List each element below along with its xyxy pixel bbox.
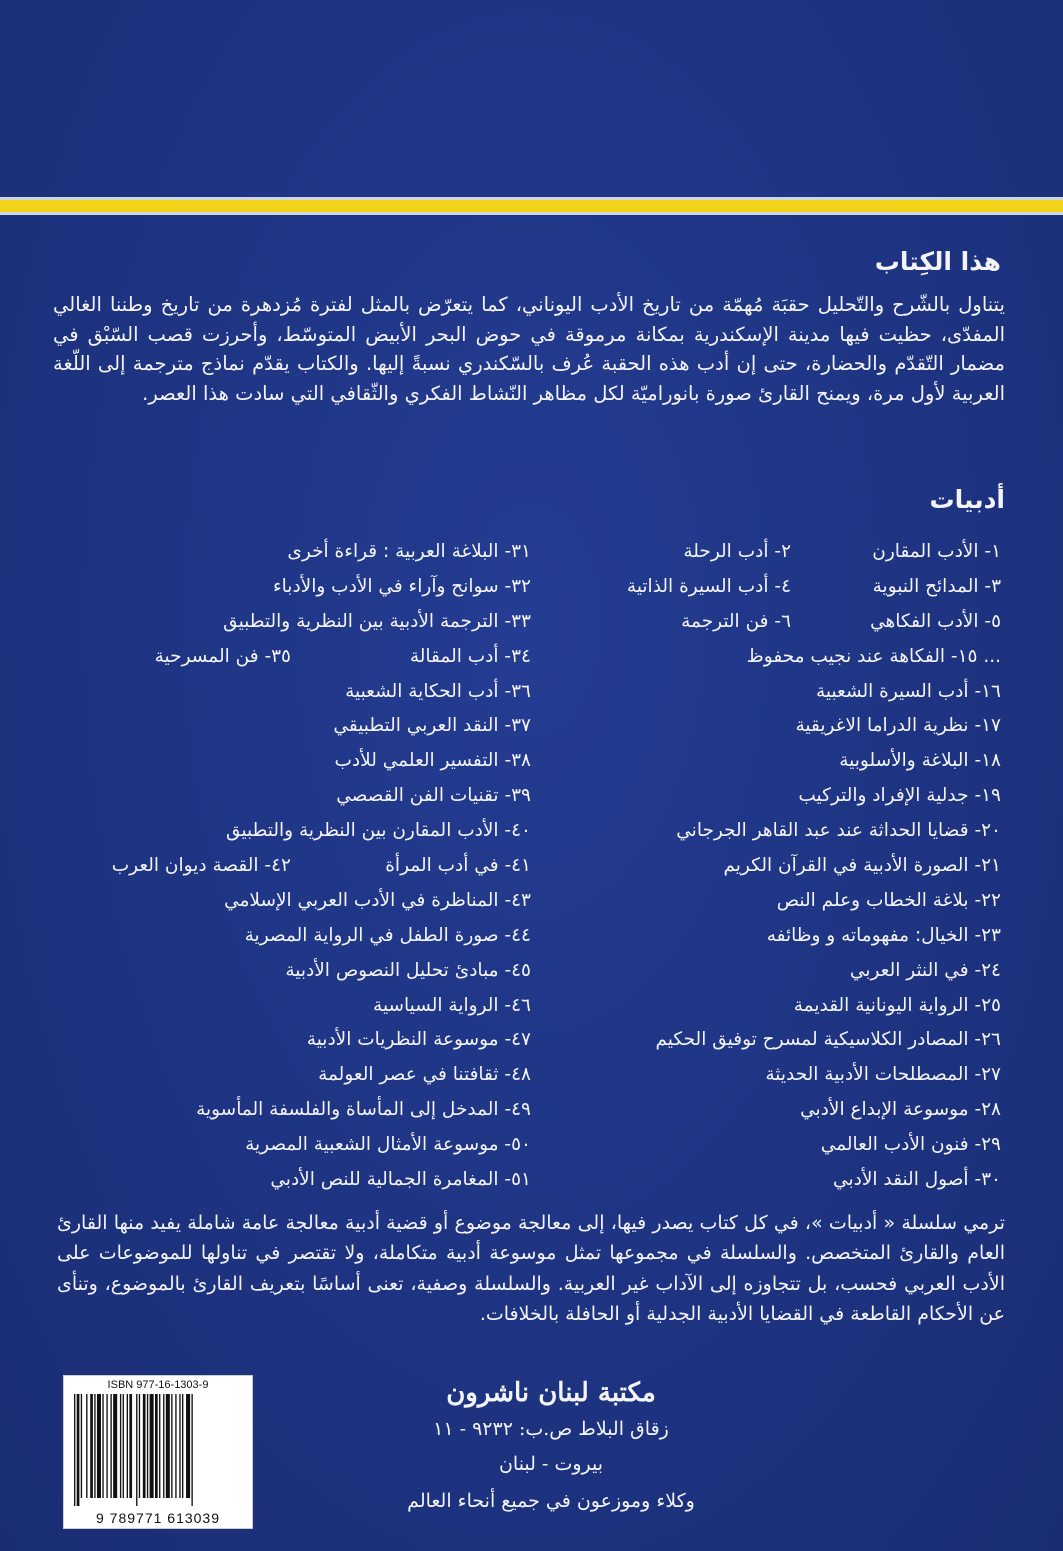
isbn-label: ISBN 977-16-1303-9	[107, 1379, 209, 1391]
series-title-text: ٢٤- في النثر العربي	[849, 959, 1001, 981]
series-logo: أدبيات	[929, 485, 1005, 514]
series-title	[561, 989, 1001, 1024]
series-title	[71, 605, 531, 640]
series-title-text: ١٦- أدب السيرة الشعبية	[815, 680, 1001, 702]
series-title	[71, 989, 531, 1024]
barcode	[63, 1375, 253, 1529]
series-title-text: ٤٥- مبادئ تحليل النصوص الأدبية	[285, 959, 531, 981]
series-title-text: ٢٦- المصادر الكلاسيكية لمسرح توفيق الحكيم	[655, 1029, 1001, 1051]
barcode-bar	[150, 1394, 154, 1498]
barcode-bar	[159, 1394, 160, 1498]
series-title-text: ٣٩- تقنيات الفن القصصي	[336, 785, 531, 807]
series-title-text: ٢٨- موسوعة الإبداع الأدبي	[800, 1099, 1001, 1121]
barcode-bar	[186, 1394, 190, 1498]
barcode-bar	[179, 1394, 180, 1498]
divider-line-bottom	[0, 212, 1063, 215]
series-title-text: ٢٥- الرواية اليونانية القديمة	[793, 994, 1001, 1016]
barcode-number: 9 789771 613039	[96, 1510, 220, 1526]
series-title-paired: ٤- أدب السيرة الذاتية	[626, 575, 791, 597]
series-list-left	[71, 535, 531, 1198]
series-title-paired: ٦- فن الترجمة	[681, 610, 791, 632]
series-title	[71, 849, 531, 884]
barcode-bar	[77, 1394, 80, 1506]
series-title	[561, 1023, 1001, 1058]
series-title-text: ١- الأدب المقارن	[872, 541, 1001, 562]
barcode-bar	[129, 1394, 132, 1498]
series-title-text: ٣٨- التفسير العلمي للأدب	[334, 750, 531, 772]
series-title	[71, 814, 531, 849]
about-title: هذا الكِتاب	[874, 247, 1001, 276]
barcode-bar	[182, 1394, 183, 1498]
series-title	[561, 605, 1001, 640]
barcode-bar	[86, 1394, 87, 1498]
series-title	[561, 675, 1001, 710]
series-title-text: ... ١٥- الفكاهة عند نجيب محفوظ	[746, 645, 1001, 667]
series-title	[71, 919, 531, 954]
series-title	[71, 709, 531, 744]
barcode-bar	[166, 1394, 170, 1498]
series-title-text: ٢٠- قضايا الحداثة عند عبد القاهر الجرجاني	[676, 820, 1001, 842]
yellow-stripe	[0, 200, 1063, 212]
series-title-text: ٤٣- المناظرة في الأدب العربي الإسلامي	[224, 889, 531, 911]
barcode-bar	[123, 1394, 124, 1498]
series-title	[561, 535, 1001, 570]
series-title	[561, 570, 1001, 605]
series-title-text: ٢٩- فنون الأدب العالمي	[820, 1134, 1001, 1156]
series-title	[561, 954, 1001, 989]
series-title	[561, 779, 1001, 814]
series-title	[71, 1128, 531, 1163]
series-title	[561, 884, 1001, 919]
series-title-text: ١٩- جدلية الإفراد والتركيب	[798, 785, 1001, 807]
series-title	[71, 1023, 531, 1058]
series-title-text: ٥- الأدب الفكاهي	[870, 610, 1001, 632]
series-title-paired: ٣٥- فن المسرحية	[154, 645, 291, 667]
series-title	[71, 1093, 531, 1128]
series-title	[71, 1163, 531, 1198]
series-title	[561, 919, 1001, 954]
barcode-bar	[74, 1394, 75, 1506]
barcode-bar	[139, 1394, 140, 1498]
series-title	[71, 570, 531, 605]
barcode-bar	[136, 1394, 137, 1506]
series-description: ترمي سلسلة « أدبيات »، في كل كتاب يصدر فيها، إلى معالجة موضوع أو قضية أدبية معالجة عامة شاملة يفيد منها القارئ العام والقارئ المتخصص. والسلسلة في مجموعها تمثل موسوعة أدبية متكاملة، ولا تقتصر في تناولها للموضوعات على الأدب العربي فحسب، بل تتجاوزه إلى الآداب غير العربية. والسلسلة وصفية، تعنى أساسًا بتعريف القارئ بالموضوع، وتنأى عن الأحكام القاطعة في القضايا الأدبية الجدلية أو الحافلة بالخلافات.	[57, 1212, 1005, 1326]
series-title	[561, 709, 1001, 744]
series-title-text: ٢٢- بلاغة الخطاب وعلم النص	[776, 889, 1001, 911]
publisher-distributors: وكلاء وموزعون في جميع أنحاء العالم	[407, 1490, 695, 1512]
series-title	[561, 640, 1001, 675]
series-title-text: ٣- المدائح النبوية	[872, 575, 1001, 597]
barcode-bar	[81, 1394, 82, 1498]
series-title	[71, 884, 531, 919]
series-title-text: ٤١- في أدب المرأة	[385, 855, 531, 877]
series-title-text: ٣١- البلاغة العربية : قراءة أخرى	[287, 541, 531, 562]
series-title	[561, 849, 1001, 884]
series-title-text: ٢٧- المصطلحات الأدبية الحديثة	[765, 1064, 1001, 1086]
series-title	[71, 675, 531, 710]
series-title-text: ٢٣- الخيال: مفهوماته و وظائفه	[766, 924, 1001, 946]
series-title	[561, 1163, 1001, 1198]
barcode-bar	[175, 1394, 176, 1498]
series-title	[71, 640, 531, 675]
series-title-text: ٢١- الصورة الأدبية في القرآن الكريم	[723, 855, 1001, 877]
series-title-text: ٥٠- موسوعة الأمثال الشعبية المصرية	[245, 1134, 531, 1156]
series-title	[71, 779, 531, 814]
barcode-bar	[113, 1394, 117, 1498]
series-title-text: ٣٢- سوانح وآراء في الأدب والأدباء	[272, 575, 531, 597]
about-body: يتناول بالشّرح والتّحليل حقبَة مُهمّة من تاريخ الأدب اليوناني، كما يتعرّض بالمثل لفترة مُزدهرة من تاريخ وطننا الغالي المفدّى، حظيت فيها مدينة الإسكندرية بمكانة مرموقة في حوض البحر الأبيض المتوسّط، وأحرزت قصب السّبْق في مضمار التّقدّم والحضارة، حتى إن أدب هذه الحقبة عُرف بالسّكندري نسبةً إليها. والكتاب يقدّم نماذج مترجمة إلى اللّغة العربية لأول مرة، ويمنح القارئ صورة بانوراميّة لكل مظاهر النّشاط الفكري والثّقافي التي سادت هذا العصر.	[53, 293, 1005, 405]
series-title-text: ١٧- نظرية الدراما الاغريقية	[795, 715, 1001, 737]
barcode-bar	[147, 1394, 148, 1498]
series-title-text: ٤٩- المدخل إلى المأساة والفلسفة المأسوية	[196, 1099, 531, 1121]
series-title-text: ٣٧- النقد العربي التطبيقي	[333, 715, 531, 737]
series-title	[71, 954, 531, 989]
publisher-address: زقاق البلاط ص.ب: ٩٢٣٢ - ١١	[433, 1418, 669, 1440]
barcode-bar	[90, 1394, 93, 1498]
series-title	[561, 1093, 1001, 1128]
series-title	[71, 744, 531, 779]
barcode-bar	[171, 1394, 172, 1498]
publisher-city: بيروت - لبنان	[498, 1453, 604, 1475]
barcode-bar	[163, 1394, 164, 1498]
barcode-bar	[143, 1394, 146, 1498]
barcode-bar	[102, 1394, 103, 1498]
series-title	[71, 535, 531, 570]
series-title-text: ٣٦- أدب الحكاية الشعبية	[345, 680, 531, 702]
barcode-bar	[127, 1394, 128, 1498]
barcode-bar	[110, 1394, 111, 1498]
series-title	[561, 1128, 1001, 1163]
barcode-bar	[155, 1394, 158, 1498]
barcode-bar	[191, 1394, 192, 1506]
series-title-text: ٥١- المغامرة الجمالية للنص الأدبي	[270, 1169, 531, 1191]
series-title-text: ٤٦- الرواية السياسية	[373, 994, 531, 1016]
series-title-text: ٣٠- أصول النقد الأدبي	[833, 1169, 1001, 1191]
barcode-bar	[106, 1394, 107, 1498]
barcode-bar	[120, 1394, 121, 1498]
series-title-paired: ٤٢- القصة ديوان العرب	[111, 855, 291, 877]
series-title-text: ٤٤- صورة الطفل في الرواية المصرية	[244, 924, 531, 946]
series-title-text: ٤٠- الأدب المقارن بين النظرية والتطبيق	[226, 820, 531, 842]
series-title	[561, 814, 1001, 849]
barcode-bar	[94, 1394, 95, 1498]
series-title	[561, 744, 1001, 779]
series-title	[561, 1058, 1001, 1093]
series-title-text: ٣٣- الترجمة الأدبية بين النظرية والتطبيق	[223, 610, 531, 632]
series-list-right	[561, 535, 1001, 1198]
barcode-bars	[74, 1394, 242, 1506]
series-title-text: ٤٨- ثقافتنا في عصر العولمة	[318, 1064, 531, 1086]
publisher-name: مكتبة لبنان ناشرون	[446, 1378, 656, 1408]
series-title-text: ١٨- البلاغة والأسلوبية	[839, 750, 1001, 772]
series-title-text: ٤٧- موسوعة النظريات الأدبية	[306, 1029, 531, 1051]
series-title	[71, 1058, 531, 1093]
barcode-bar	[97, 1394, 101, 1498]
series-title-paired: ٢- أدب الرحلة	[683, 541, 791, 562]
series-title-text: ٣٤- أدب المقالة	[409, 645, 531, 667]
